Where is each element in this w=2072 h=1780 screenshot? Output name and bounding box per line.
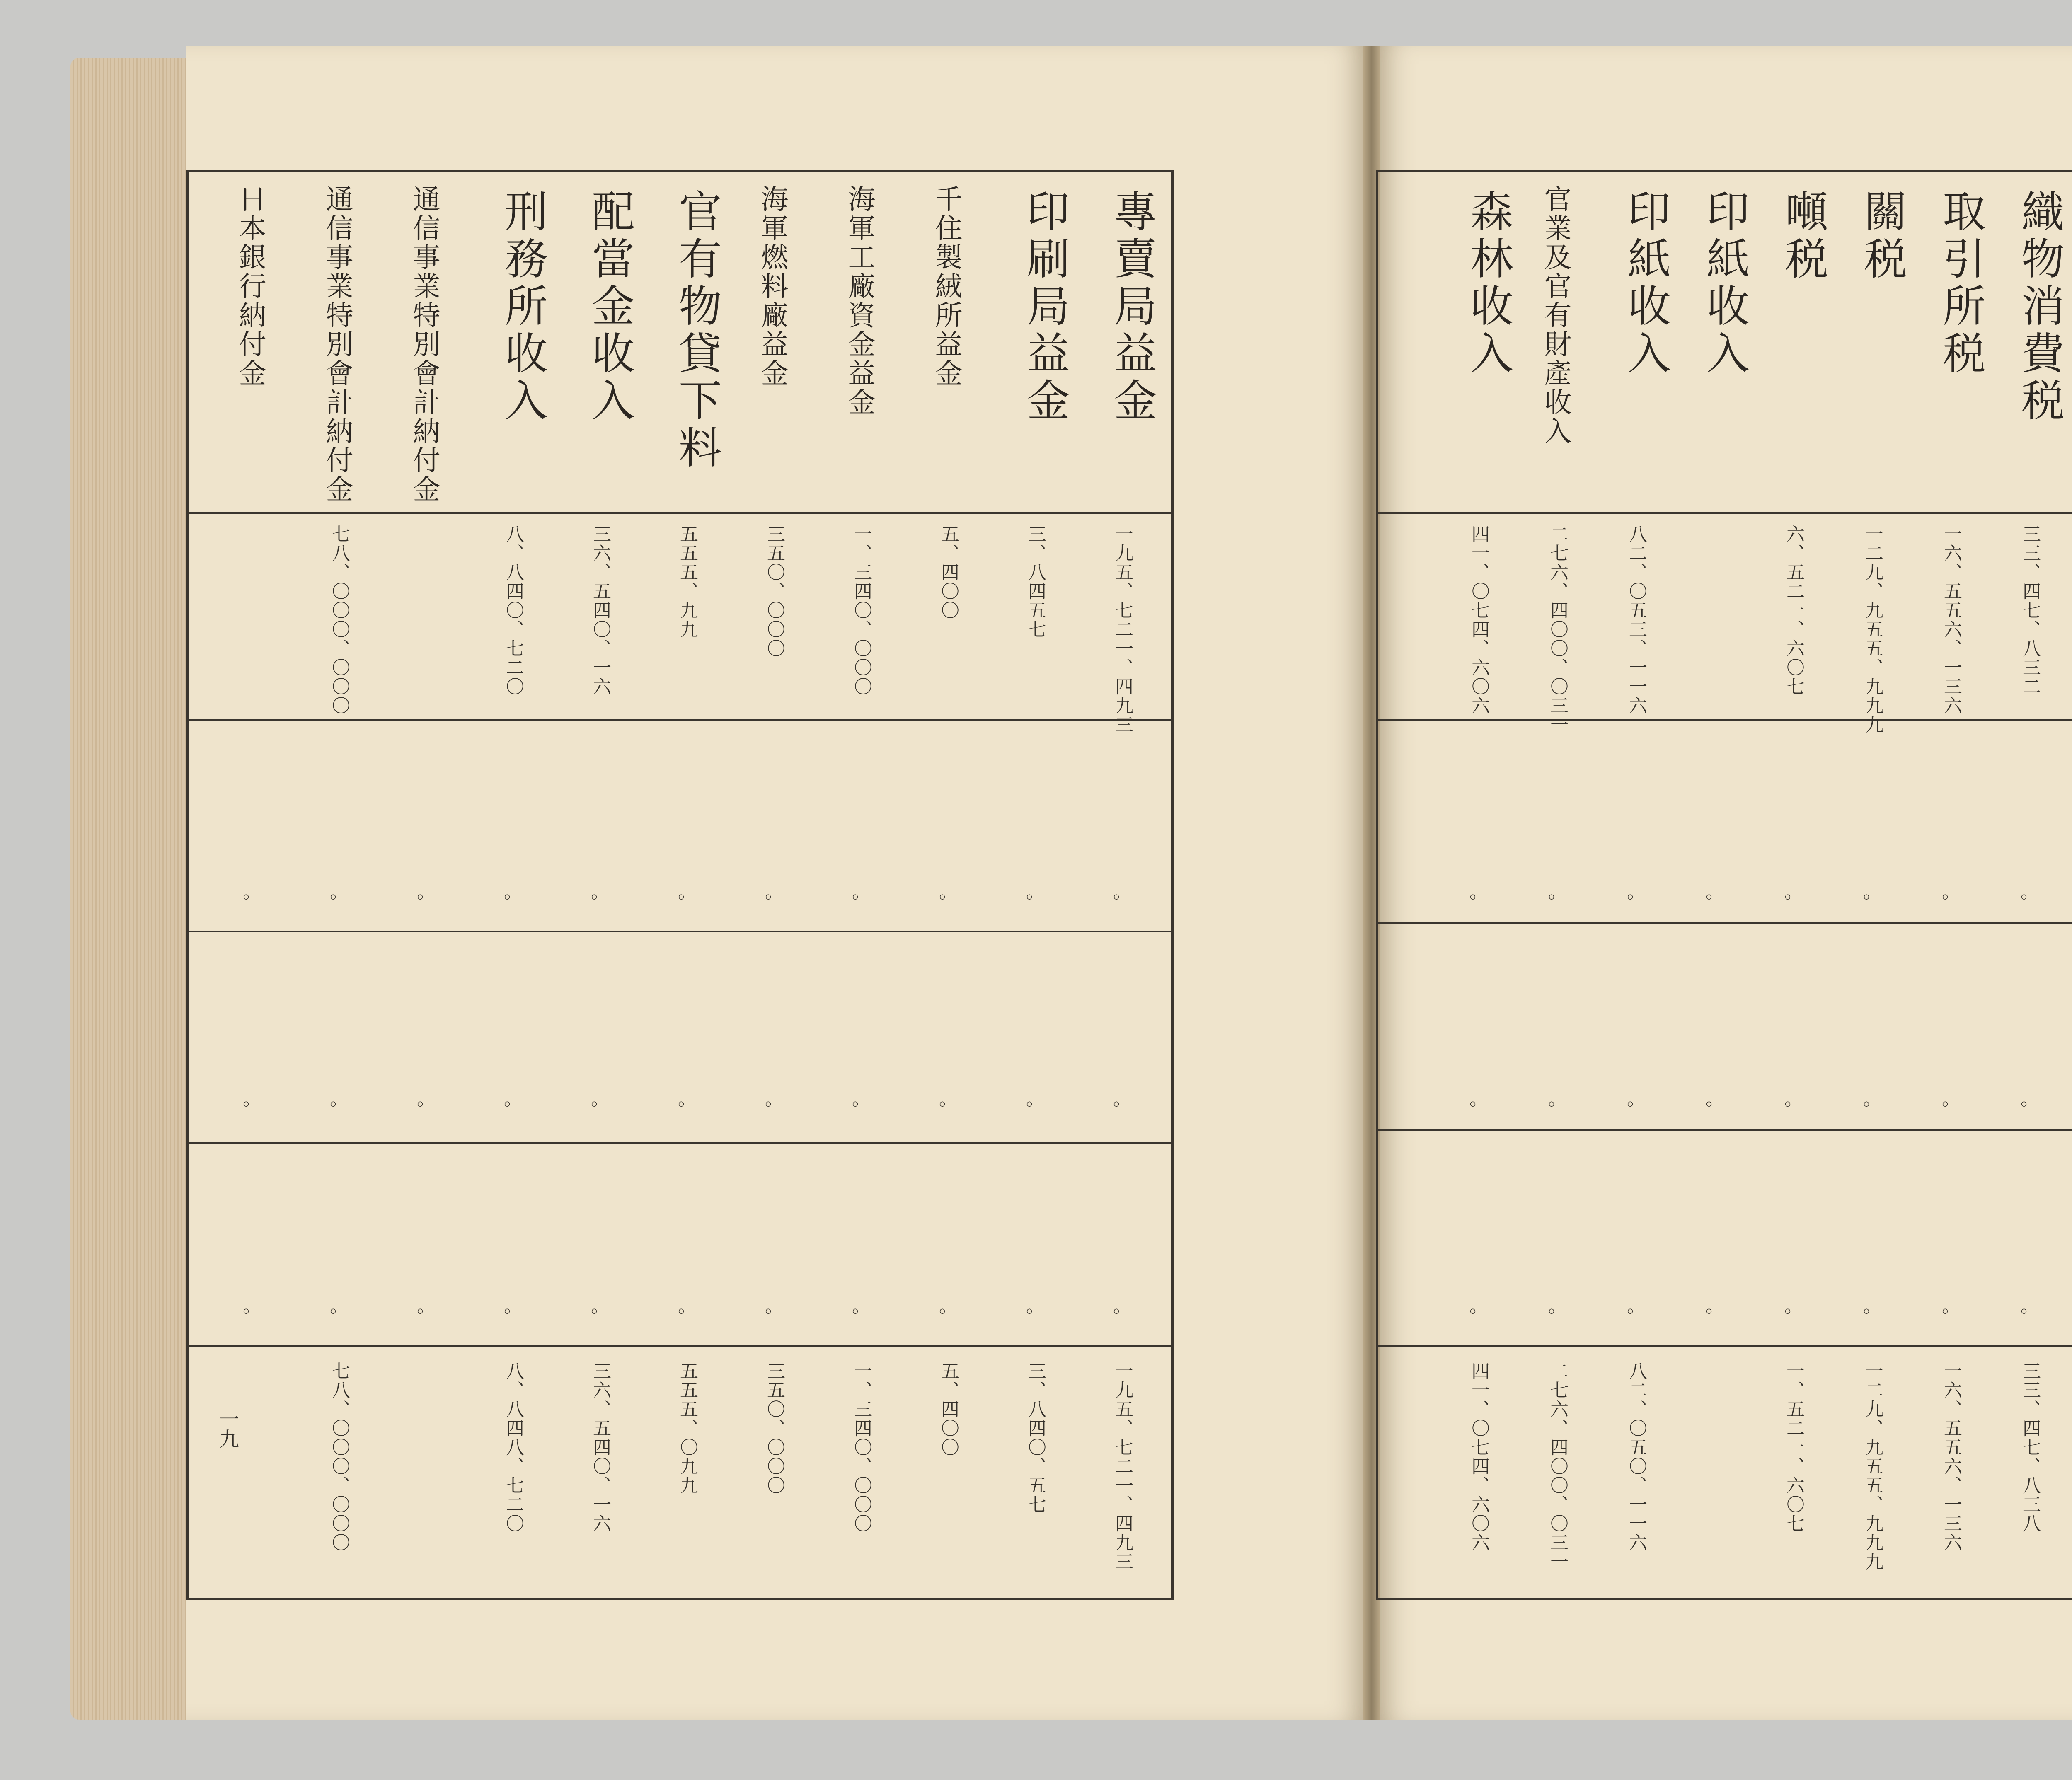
right-empty-cell-mark: 。: [1863, 1088, 1881, 1110]
right-empty-cell-mark: 。: [2021, 881, 2039, 902]
left-empty-cell-mark: 。: [417, 1296, 435, 1317]
left-empty-cell-mark: 。: [852, 1088, 870, 1110]
right-total-value: 八二、〇五〇、一一六: [1626, 1362, 1647, 1552]
right-item-label: 噸税: [1778, 189, 1828, 283]
left-total-value: 一九五、七二一、四九三: [1112, 1362, 1133, 1571]
left-empty-cell-mark: 。: [591, 1296, 609, 1317]
right-item-label: 取引所税: [1935, 189, 1986, 378]
right-empty-cell-mark: 。: [1469, 881, 1488, 902]
right-honsoku-value: 八二、〇五三、一一六: [1626, 525, 1647, 715]
left-empty-cell-mark: 。: [417, 1088, 435, 1110]
left-honsoku-value: 一九五、七二一、四九三: [1112, 525, 1133, 734]
left-empty-cell-mark: 。: [330, 1088, 348, 1110]
left-honsoku-value: 五五五、九九: [677, 525, 698, 639]
left-empty-cell-mark: 。: [1113, 1088, 1131, 1110]
left-empty-cell-mark: 。: [678, 1296, 696, 1317]
left-total-value: 八、八四八、七二〇: [503, 1362, 524, 1533]
left-empty-cell-mark: 。: [678, 881, 696, 902]
page-edges-left: [70, 58, 195, 1720]
right-empty-cell-mark: 。: [1627, 1296, 1645, 1317]
right-item-label: 森林收入: [1463, 189, 1513, 378]
right-honsoku-value: 一六、五五六、一三六: [1941, 525, 1962, 715]
right-empty-cell-mark: 。: [1784, 881, 1803, 902]
left-empty-cell-mark: 。: [243, 1088, 261, 1110]
left-item-label: 印刷局益金: [1019, 189, 1070, 425]
left-empty-cell-mark: 。: [1026, 881, 1044, 902]
left-empty-cell-mark: 。: [591, 1088, 609, 1110]
right-total-value: 四一、〇七四、六〇六: [1468, 1362, 1489, 1552]
right-honsoku-value: 一二九、九五五、九九九: [1862, 525, 1883, 734]
left-empty-cell-mark: 。: [591, 881, 609, 902]
left-item-label: 海軍燃料廠益金: [756, 185, 788, 388]
right-total-value: 二七六、四〇〇、〇三一: [1547, 1362, 1568, 1571]
left-total-value: 五五五、〇九九: [677, 1362, 698, 1495]
left-empty-cell-mark: 。: [243, 1296, 261, 1317]
right-empty-cell-mark: 。: [2021, 1296, 2039, 1317]
right-empty-cell-mark: 。: [1863, 1296, 1881, 1317]
right-empty-cell-mark: 。: [1942, 881, 1960, 902]
left-item-label: 海軍工廠資金益金: [843, 185, 875, 417]
right-total-value: 一、五二一、六〇七: [1783, 1362, 1804, 1533]
left-item-label: 專賣局益金: [1106, 189, 1157, 425]
left-item-label: 通信事業特別會計納付金: [408, 185, 440, 504]
left-item-label: 官有物貸下料: [671, 189, 722, 472]
right-empty-cell-mark: 。: [1548, 1088, 1566, 1110]
right-total-value: 三三、四七、八三八: [2019, 1362, 2041, 1533]
left-honsoku-value: 三五〇、〇〇〇: [764, 525, 785, 658]
right-empty-cell-mark: 。: [1548, 1296, 1566, 1317]
right-honsoku-value: 二七六、四〇〇、〇三一: [1547, 525, 1568, 734]
left-item-label: 刑務所收入: [497, 189, 548, 425]
left-total-value: 七八、〇〇〇、〇〇〇: [329, 1362, 350, 1552]
left-empty-cell-mark: 。: [939, 1088, 957, 1110]
right-empty-cell-mark: 。: [1627, 1088, 1645, 1110]
left-empty-cell-mark: 。: [1113, 1296, 1131, 1317]
left-empty-cell-mark: 。: [330, 881, 348, 902]
right-item-label: 印紙收入: [1620, 189, 1671, 378]
right-empty-cell-mark: 。: [1548, 881, 1566, 902]
right-empty-cell-mark: 。: [2021, 1088, 2039, 1110]
right-budget-table: [1376, 170, 2072, 1600]
left-empty-cell-mark: 。: [852, 1296, 870, 1317]
right-empty-cell-mark: 。: [1706, 881, 1724, 902]
right-empty-cell-mark: 。: [1784, 1088, 1803, 1110]
left-empty-cell-mark: 。: [1113, 881, 1131, 902]
left-empty-cell-mark: 。: [504, 881, 522, 902]
left-item-label: 千住製絨所益金: [930, 185, 962, 388]
right-empty-cell-mark: 。: [1784, 1296, 1803, 1317]
right-item-label: 印紙收入: [1699, 189, 1750, 378]
left-empty-cell-mark: 。: [1026, 1088, 1044, 1110]
left-total-value: 三五〇、〇〇〇: [764, 1362, 785, 1495]
left-empty-cell-mark: 。: [330, 1296, 348, 1317]
left-empty-cell-mark: 。: [243, 881, 261, 902]
left-empty-cell-mark: 。: [765, 1088, 783, 1110]
right-empty-cell-mark: 。: [1469, 1296, 1488, 1317]
left-empty-cell-mark: 。: [852, 881, 870, 902]
left-empty-cell-mark: 。: [1026, 1296, 1044, 1317]
right-item-label: 織物消費税: [2014, 189, 2065, 425]
left-empty-cell-mark: 。: [765, 1296, 783, 1317]
left-empty-cell-mark: 。: [939, 1296, 957, 1317]
left-empty-cell-mark: 。: [504, 1296, 522, 1317]
left-honsoku-value: 五、四〇〇: [938, 525, 959, 620]
left-honsoku-value: 三六、五四〇、一六: [590, 525, 611, 696]
right-honsoku-value: 六、五二一、六〇七: [1783, 525, 1804, 696]
left-empty-cell-mark: 。: [417, 881, 435, 902]
left-item-label: 通信事業特別會計納付金: [321, 185, 353, 504]
right-item-label: 關税: [1857, 189, 1907, 283]
right-empty-cell-mark: 。: [1942, 1296, 1960, 1317]
right-empty-cell-mark: 。: [1942, 1088, 1960, 1110]
right-empty-cell-mark: 。: [1706, 1296, 1724, 1317]
left-total-value: 三六、五四〇、一六: [590, 1362, 611, 1533]
right-empty-cell-mark: 。: [1627, 881, 1645, 902]
right-total-value: 一二九、九五五、九九九: [1862, 1362, 1883, 1571]
left-honsoku-value: 七八、〇〇〇、〇〇〇: [329, 525, 350, 715]
left-empty-cell-mark: 。: [504, 1088, 522, 1110]
left-folio: 一九: [216, 1409, 239, 1449]
left-honsoku-value: 三、八四五七: [1025, 525, 1046, 639]
left-total-value: 五、四〇〇: [938, 1362, 959, 1457]
left-item-label: 配當金收入: [584, 189, 635, 425]
right-honsoku-value: 四一、〇七四、六〇六: [1468, 525, 1489, 715]
left-empty-cell-mark: 。: [765, 881, 783, 902]
left-total-value: 一、三四〇、〇〇〇: [851, 1362, 872, 1533]
left-honsoku-value: 八、八四〇、七二〇: [503, 525, 524, 696]
right-total-value: 一六、五五六、一三六: [1941, 1362, 1962, 1552]
right-empty-cell-mark: 。: [1706, 1088, 1724, 1110]
left-total-value: 三、八四〇、五七: [1025, 1362, 1046, 1514]
right-empty-cell-mark: 。: [1469, 1088, 1488, 1110]
left-budget-table: [186, 170, 1174, 1600]
left-empty-cell-mark: 。: [678, 1088, 696, 1110]
right-honsoku-value: 三三、四七、八三二: [2019, 525, 2041, 696]
right-empty-cell-mark: 。: [1863, 881, 1881, 902]
left-honsoku-value: 一、三四〇、〇〇〇: [851, 525, 872, 696]
left-item-label: 日本銀行納付金: [234, 185, 266, 388]
left-empty-cell-mark: 。: [939, 881, 957, 902]
right-item-label: 官業及官有財產收入: [1539, 185, 1571, 446]
